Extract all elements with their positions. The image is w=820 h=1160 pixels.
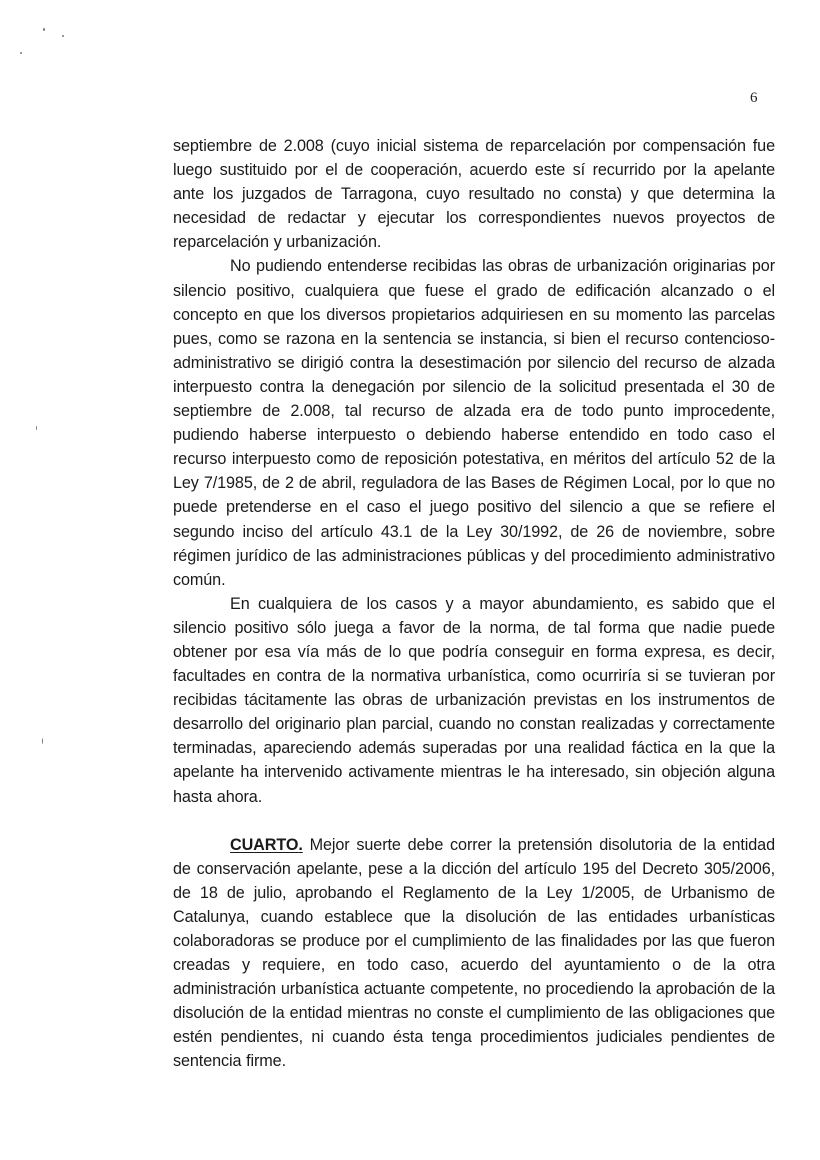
scan-speck xyxy=(43,28,45,31)
section-cuarto xyxy=(173,833,775,1074)
paragraph: En cualquiera de los casos y a mayor abundamiento, es sabido que el silencio positivo sólo juega a favor de la norma, de tal forma que nadie puede obtener por esa vía más de lo que podría conseguir en forma expresa, es decir, facultades en contra de la normativa urbanística, como ocurriría si se tuvieran por recibidas tácitamente las obras de urbanización previstas en los instrumentos de desarrollo del originario plan parcial, cuando no constan realizadas y correctamente terminadas, apareciendo además superadas por una realidad fáctica en la que la apelante ha intervenido activamente mientras le ha interesado, sin objeción alguna hasta ahora. xyxy=(173,594,775,806)
document-body xyxy=(173,134,775,1074)
section-heading-text: CUARTO xyxy=(230,835,299,854)
scan-speck xyxy=(36,426,37,430)
section-body-text: Mejor suerte debe correr la pretensión disolutoria de la entidad de conservación apelante, pese a la dicción del artículo 195 del Decreto 305/2006, de 18 de julio, aprobando el Reglamento de la Ley 1/2005, de Urbanismo de Catalunya, cuando establece que la disolución de las entidades urbanísticas colaboradoras se produce por el cumplimiento de las finalidades por las que fueron creadas y requiere, en todo caso, acuerdo del ayuntamiento o de la otra administración urbanística actuante competente, no procediendo la aprobación de la disolución de la entidad mientras no conste el cumplimiento de las obligaciones que estén pendientes, ni cuando ésta tenga procedimientos judiciales pendientes de sentencia firme. xyxy=(173,835,775,1071)
paragraph-continuation: septiembre de 2.008 (cuyo inicial sistema de reparcelación por compensación fue luego sustituido por el de cooperación, acuerdo este sí recurrido por la apelante ante los juzgados de Tarragona, cuyo resultado no consta) y que determina la necesidad de redactar y ejecutar los correspondientes nuevos proyectos de reparcelación y urbanización. xyxy=(173,137,775,252)
scan-speck xyxy=(62,35,64,37)
section-heading xyxy=(230,836,303,854)
section-heading-punct: . xyxy=(298,835,303,854)
page-number: 6 xyxy=(750,90,758,106)
scan-speck xyxy=(42,738,43,744)
scan-speck xyxy=(20,52,22,54)
paragraph: No pudiendo entenderse recibidas las obras de urbanización originarias por silencio positivo, cualquiera que fuese el grado de edificación alcanzado o el concepto en que los diversos propietarios adquiriesen en su momento las parcelas pues, como se razona en la sentencia se instancia, si bien el recurso contencioso-administrativo se dirigió contra la desestimación por silencio del recurso de alzada interpuesto contra la denegación por silencio de la solicitud presentada el 30 de septiembre de 2.008, tal recurso de alzada era de todo punto improcedente, pudiendo haberse interpuesto o debiendo haberse entendido en todo caso el recurso interpuesto como de reposición potestativa, en méritos del artículo 52 de la Ley 7/1985, de 2 de abril, reguladora de las Bases de Régimen Local, por lo que no puede pretenderse en el caso el juego positivo del silencio a que se refiere el segundo inciso del artículo 43.1 de la Ley 30/1992, de 26 de noviembre, sobre régimen jurídico de las administraciones públicas y del procedimiento administrativo común. xyxy=(173,257,775,589)
